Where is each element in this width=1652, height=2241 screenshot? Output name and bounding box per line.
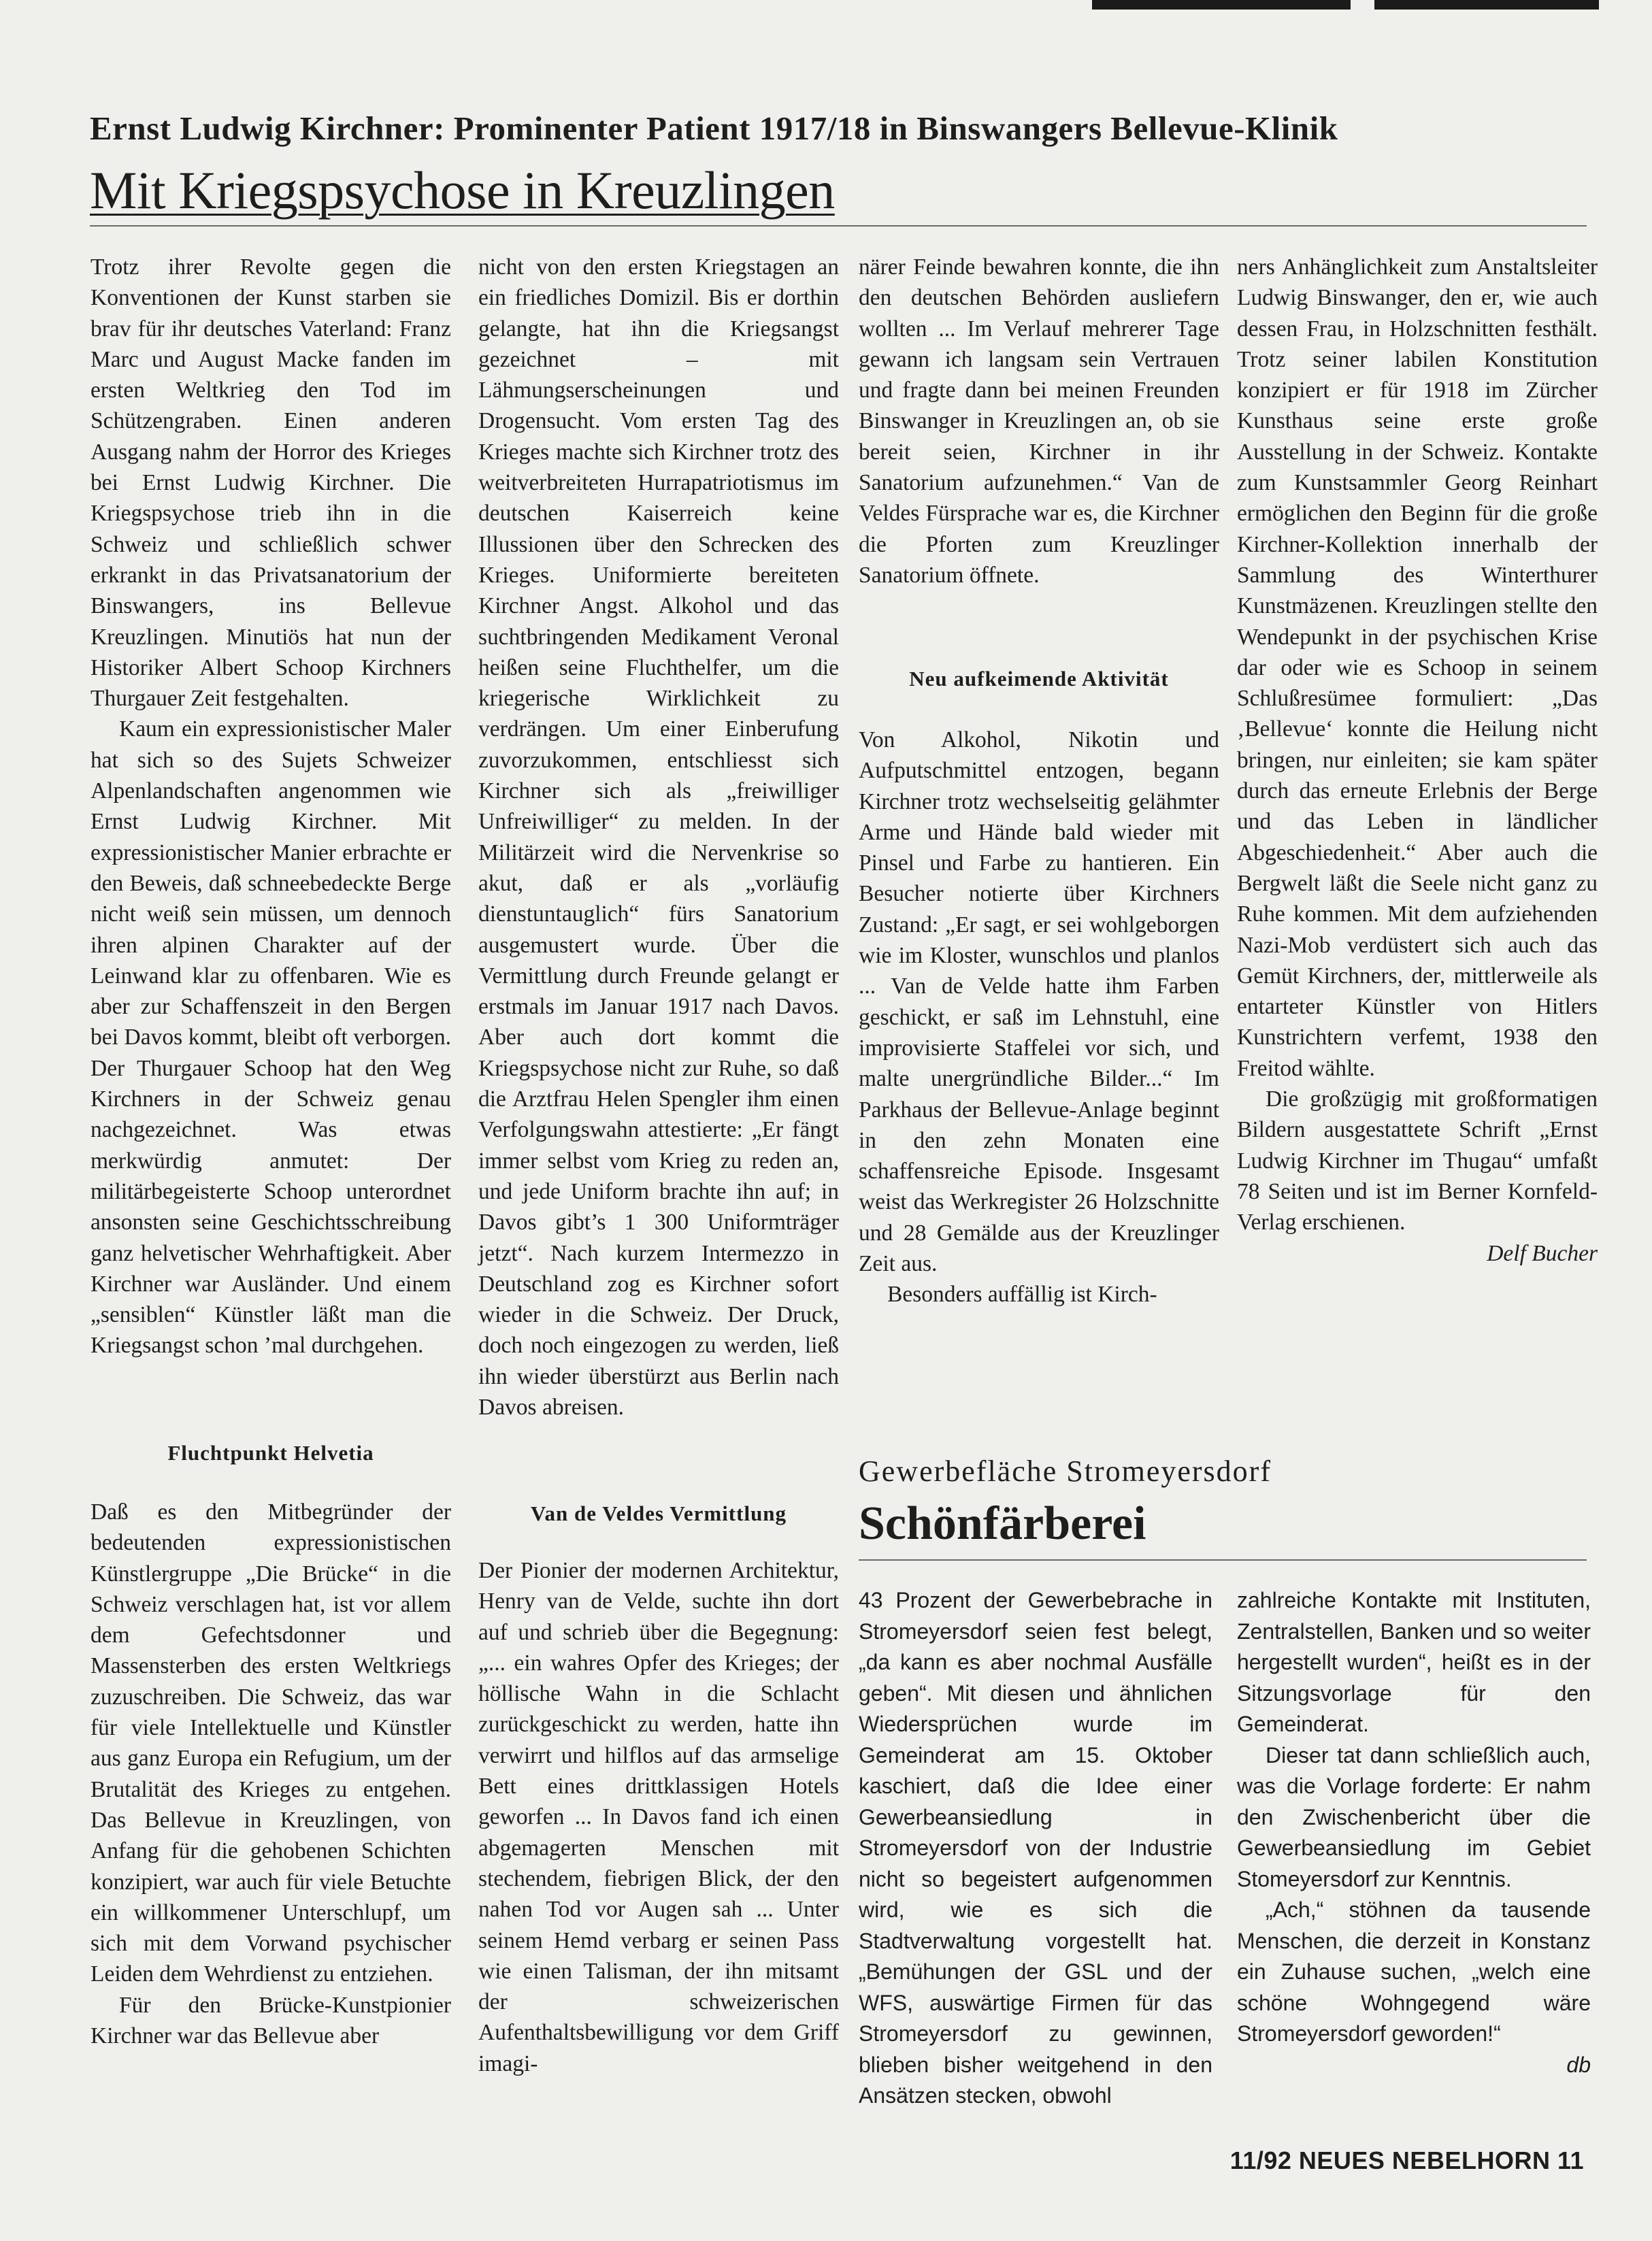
paragraph: Trotz ihrer Revolte gegen die Konventionen der Kunst starben sie brav für ihr deutsches Vaterland: Franz Marc und August Macke fanden im ersten Weltkrieg den Tod im Schützengraben. Einen anderen Ausgang nahm der Horror des Krieges bei Ernst Ludwig Kirchner. Die Kriegspsychose trieb ihn in die Schweiz und schließlich schwer erkrankt in das Privatsanatorium der Binswangers, ins Bellevue Kreuzlingen. Minutiös hat nun der Historiker Albert Schoop Kirchners Thurgauer Zeit festgehalten. — [90, 254, 451, 712]
article2-kicker: Gewerbefläche Stromeyersdorf — [859, 1455, 1272, 1488]
top-bar-left — [1092, 0, 1351, 10]
article-column-2-continued — [478, 1555, 839, 2079]
subheading-neu-aufkeimende: Neu aufkeimende Aktivität — [909, 667, 1169, 691]
article2-headline: Schönfärberei — [859, 1497, 1146, 1550]
article-column-1 — [90, 252, 451, 1361]
article-column-3 — [859, 252, 1219, 591]
article-column-3-continued — [859, 725, 1219, 1310]
subheading-van-de-velde: Van de Veldes Vermittlung — [530, 1501, 787, 1525]
article2-author-byline: db — [1566, 2052, 1591, 2077]
paragraph: Daß es den Mitbegründer der bedeutenden expressionistischen Künstlergruppe „Die Brücke“ in die Schweiz verschlagen hat, ist vor allem dem Gefechtsdonner und Massensterben des ersten Weltkriegs zuzuschreiben. Die Schweiz, das war für viele Intellektuelle und Künstler aus ganz Europa ein Refugium, um der Brutalität des Krieges zu entgehen. Das Bellevue in Kreuzlingen, von Anfang für die gehobenen Schichten konzipiert, war auch für viele Betuchte ein willkommener Unterschlupf, um sich mit dem Vorwand psychischer Leiden dem Wehrdienst zu entziehen. — [90, 1499, 451, 1987]
paragraph: Die großzügig mit großformatigen Bildern ausgestattete Schrift „Ernst Ludwig Kirchner im Thugau“ umfaßt 78 Seiten und ist im Berner Kornfeld-Verlag erschienen. — [1237, 1086, 1598, 1235]
article2-column-1 — [859, 1585, 1212, 2112]
paragraph: ners Anhänglichkeit zum Anstaltsleiter Ludwig Binswanger, den er, wie auch dessen Frau, in Holzschnitten festhält. Trotz seiner labilen Konstitution konzipiert er für 1918 im Zürcher Kunsthaus seine erste große Ausstellung in der Schweiz. Kontakte zum Kunstsammler Georg Reinhart ermöglichen den Beginn für die große Kirchner-Kollektion innerhalb der Sammlung des Winterthurer Kunstmäzenen. Kreuzlingen stellte den Wendepunkt in der psychischen Krise dar oder wie es Schoop in seinem Schlußresümee formuliert: „Das ‚Bellevue‘ konnte die Heilung nicht bringen, nur einleiten; sie kam später durch das erneute Erlebnis der Berge und das Leben in ländlicher Abgeschiedenheit.“ Aber auch die Bergwelt läßt die Seele nicht ganz zu Ruhe kommen. Mit dem aufziehenden Nazi-Mob verdüstert sich auch das Gemüt Kirchners, der, mittlerweile als entarteter Künstler von Hitlers Kunstrichtern verfemt, 1938 den Freitod wählte. — [1237, 254, 1598, 1081]
article-headline — [90, 160, 1587, 221]
paragraph: zahlreiche Kontakte mit Instituten, Zentralstellen, Banken und so weiter hergestellt wurden“, heißt es in der Sitzungsvorlage für den Gemeinderat. — [1237, 1588, 1591, 1736]
paragraph: Besonders auffällig ist Kirch- — [887, 1282, 1157, 1308]
paragraph: Der Pionier der modernen Architektur, Henry van de Velde, suchte ihn dort auf und schrieb über die Begegnung: „... ein wahres Opfer des Krieges; der höllische Wahn in die Schlacht zurückgeschickt zu werden, hatte ihn verwirrt und hilflos auf das armselige Bett eines drittklassigen Hotels geworfen ... In Davos fand ich einen abgemagerten Menschen mit stechendem, fiebrigen Blick, der den nahen Tod vor Augen sah ... Unter seinem Hemd verbarg er seinen Pass wie einen Talisman, der ihn mitsamt der schweizerischen Aufenthaltsbewilligung vor dem Griff imagi- — [478, 1558, 839, 2076]
author-byline: Delf Bucher — [1487, 1240, 1598, 1266]
article2-rule — [859, 1559, 1587, 1561]
top-bar-right — [1374, 0, 1599, 10]
paragraph: 43 Prozent der Gewerbebrache in Stromeyersdorf seien fest belegt, „da kann es aber nochmal Ausfälle geben“. Mit diesen und ähnlichen Wiedersprüchen wurde im Gemeinderat am 15. Oktober kaschiert, daß die Idee einer Gewerbeansiedlung in Stromeyersdorf von der Industrie nicht so begeistert aufgenommen wird, wie es sich die Stadtverwaltung vorgestellt hat. „Bemühungen der GSL und der WFS, auswärtige Firmen für das Stromeyersdorf zu gewinnen, blieben bisher weitgehend in den Ansätzen stecken, obwohl — [859, 1588, 1212, 2108]
article-headline-text: Mit Kriegspsychose in Kreuzlingen — [90, 161, 835, 220]
headline-rule — [90, 225, 1587, 227]
paragraph: Dieser tat dann schließlich auch, was die Vorlage forderte: Er nahm den Zwischenbericht über die Gewerbeansiedlung im Gebiet Stomeyersdorf zur Kenntnis. — [1237, 1742, 1591, 1891]
article-column-1-continued — [90, 1497, 451, 2051]
article-column-4 — [1237, 252, 1598, 1269]
paragraph: nicht von den ersten Kriegstagen an ein friedliches Domizil. Bis er dorthin gelangte, hat ihn die Kriegsangst gezeichnet – mit Lähmungserscheinungen und Drogensucht. Vom ersten Tag des Krieges machte sich Kirchner trotz des weitverbreiteten Hurrapatriotismus im deutschen Kaiserreich keine Illussionen über den Schrecken des Krieges. Uniformierte bereiteten Kirchner Angst. Alkohol und das suchtbringenden Medikament Veronal heißen seine Fluchthelfer, um die kriegerische Wirklichkeit zu verdrängen. Um einer Einberufung zuvorzukommen, entschliesst sich Kirchner sich als „freiwilliger Unfreiwilliger“ zu melden. In der Militärzeit wird die Nervenkrise so akut, daß er als „vorläufig dienstuntauglich“ fürs Sanatorium ausgemustert wurde. Über die Vermittlung durch Freunde gelangt er erstmals im Januar 1917 nach Davos. Aber auch dort kommt die Kriegspsychose nicht zur Ruhe, so daß die Arztfrau Helen Spengler ihm einen Verfolgungswahn attestierte: „Er fängt immer selbst vom Krieg zu reden an, und jede Uniform brachte ihn auf; in Davos gibt’s 1 300 Uniformträger jetzt“. Nach kurzem Intermezzo in Deutschland zog es Kirchner sofort wieder in die Schweiz. Der Druck, doch noch eingezogen zu werden, ließ ihn wieder überstürzt aus Berlin nach Davos abreisen. — [478, 254, 839, 1420]
article-column-2 — [478, 252, 839, 1423]
paragraph: „Ach,“ stöhnen da tausende Menschen, die derzeit in Konstanz ein Zuhause suchen, „welch eine schöne Wohngegend wäre Stromeyersdorf geworden!“ — [1237, 1897, 1591, 2046]
paragraph: Für den Brücke-Kunstpionier Kirchner war das Bellevue aber — [90, 1992, 451, 2049]
paragraph: närer Feinde bewahren konnte, die ihn den deutschen Behörden ausliefern wollten ... Im Verlauf mehrerer Tage gewann ich langsam sein Vertrauen und fragte dann bei meinen Freunden Binswanger in Kreuzlingen an, ob sie bereit seien, Kirchner in ihr Sanatorium aufzunehmen.“ Van de Veldes Fürsprache war es, die Kirchner die Pforten zum Kreuzlinger Sanatorium öffnete. — [859, 254, 1219, 588]
paragraph: Von Alkohol, Nikotin und Aufputschmittel entzogen, begann Kirchner trotz wechselseitig gelähmter Arme und Hände bald wieder mit Pinsel und Farbe zu hantieren. Ein Besucher notierte über Kirchners Zustand: „Er sagt, er sei wohlgeborgen wie im Kloster, wunschlos und planlos ... Van de Velde hatte ihm Farben geschickt, er saß im Lehnstuhl, eine improvisierte Staffelei vor sich, und malte unergründliche Bilder...“ Im Parkhaus der Bellevue-Anlage beginnt in den zehn Monaten eine schaffensreiche Episode. Insgesamt weist das Werkregister 26 Holzschnitte und 28 Gemälde aus der Kreuzlinger Zeit aus. — [859, 727, 1219, 1277]
subheading-fluchtpunkt: Fluchtpunkt Helvetia — [167, 1441, 374, 1465]
article-kicker: Ernst Ludwig Kirchner: Prominenter Patient 1917/18 in Binswangers Bellevue-Klinik — [90, 110, 1338, 147]
paragraph: Kaum ein expressionistischer Maler hat sich so des Sujets Schweizer Alpenlandschaften angenommen wie Ernst Ludwig Kirchner. Mit expressionistischer Manier erbrachte er den Beweis, daß schneebedeckte Berge nicht weiß sein müssen, um dennoch ihren alpinen Charakter auf der Leinwand klar zu offenbaren. Wie es aber zur Schaffenszeit in den Bergen bei Davos kommt, bleibt oft verborgen. Der Thurgauer Schoop hat den Weg Kirchners in der Schweiz genau nachgezeichnet. Was etwas merkwürdig anmutet: Der militärbegeisterte Schoop unterordnet ansonsten seine Geschichtsschreibung ganz helvetischer Wehrhaftigkeit. Aber Kirchner war Ausländer. Und einem „sensiblen“ Künstler läßt man die Kriegsangst schon ’mal durchgehen. — [90, 716, 451, 1359]
article2-column-2 — [1237, 1585, 1591, 2080]
page-folio: 11/92 NEUES NEBELHORN 11 — [1229, 2146, 1584, 2174]
